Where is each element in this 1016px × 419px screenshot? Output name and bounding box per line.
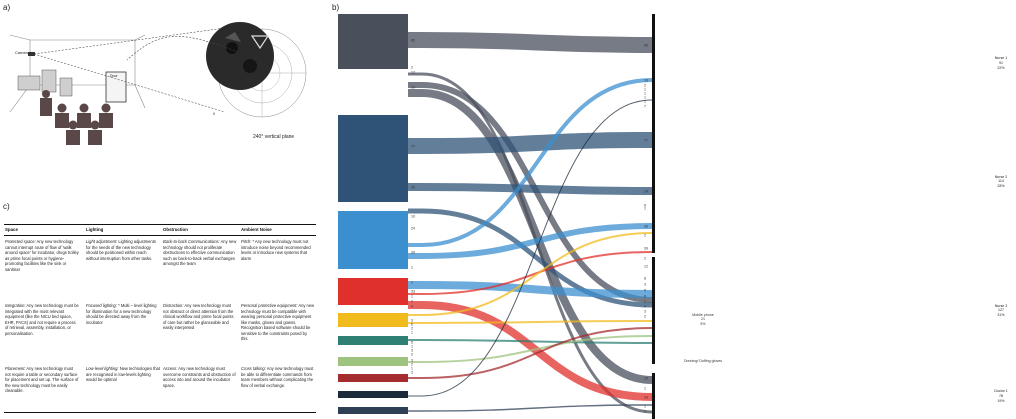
- left-flow-number: 1: [411, 366, 413, 371]
- left-node-label: Closed incubator 119 29%: [689, 34, 717, 48]
- table-cell: Cross talking: Any new technology must be able to differentiate commands from team members without complicating the flow of verbal exchange.: [241, 366, 314, 388]
- left-node-8: [338, 391, 408, 398]
- table-cell: Personal protective equipment: Any new technology must be compatible with wearing personal protective equipment like masks, gloves and gowns. Recognition based software should be sensitive to the constraints posed by this.: [241, 303, 315, 342]
- left-node-label: Infusion pumps/ Ventilators/ Drivers/ LVP 76 18%: [670, 232, 736, 247]
- right-flow-number: 77: [644, 138, 648, 143]
- right-flow-number: 3: [644, 282, 646, 287]
- left-flow-number: 24: [411, 226, 415, 231]
- left-flow-number: 4: [411, 304, 413, 309]
- right-flow-number: 85: [644, 43, 648, 48]
- right-node-label: Doctor 1 78 19%: [994, 389, 1008, 403]
- room-scene-illustration: [0, 0, 330, 210]
- left-node-9: [338, 407, 408, 414]
- staff-figures-illustration: [40, 90, 113, 145]
- left-flow-number: 33: [411, 289, 415, 294]
- left-flow-number: 39: [411, 185, 415, 190]
- right-flow-number: 7: [644, 104, 646, 109]
- panel-b: [330, 0, 1008, 419]
- right-flow-number: 1: [644, 91, 646, 96]
- sankey-flow-0: [408, 40, 652, 45]
- left-flow-number: 5: [411, 340, 413, 345]
- left-flow-number: 1: [411, 330, 413, 335]
- left-node-label: Donning/ Doffing gloves: [683, 359, 723, 364]
- right-flow-number: 1: [644, 206, 646, 211]
- right-flow-number: 3: [644, 309, 646, 314]
- left-flow-number: 1: [411, 265, 413, 270]
- left-node-3: [338, 278, 408, 305]
- left-flow-numbers: [411, 39, 415, 375]
- right-flow-number: 20: [644, 376, 648, 381]
- right-flow-number: 24: [644, 189, 648, 194]
- right-flow-number: 2: [644, 314, 646, 319]
- right-node-label: Nurse 2 114 28%: [994, 174, 1008, 189]
- camera-label: Camera: [15, 50, 30, 55]
- left-flow-number: 2: [411, 352, 413, 357]
- left-node-7: [338, 374, 408, 382]
- table-cell: Pitch: * Any new technology must not introduce noise beyond recommended levels or introduce new systems that alarm: [241, 239, 311, 261]
- right-node-3: [652, 373, 655, 419]
- door-label: Door: [110, 74, 118, 78]
- left-flow-number: 2: [411, 299, 413, 304]
- left-flow-number: 85: [411, 38, 415, 43]
- table-cell: Integration: Any new technology must be integrated with the most relevant equipment (like the NICU bed space, EHR, PACS) and not require a process of retrieval, assembly, installation, or personalisation.: [5, 303, 79, 336]
- angle-zero-label: 0: [213, 112, 215, 116]
- left-flow-number: 6: [411, 322, 413, 327]
- left-flow-number: 1: [411, 294, 413, 299]
- right-flow-number: 39: [644, 246, 648, 251]
- left-flow-number: 77: [411, 144, 415, 149]
- table-bottom-rule: [4, 412, 316, 413]
- right-flow-number: 8: [644, 276, 646, 281]
- sankey-flow-4: [408, 140, 652, 146]
- right-flow-number: 2: [644, 256, 646, 261]
- left-node-2: [338, 211, 408, 269]
- right-flow-number: 6: [644, 203, 646, 208]
- left-flow-number: 2: [411, 280, 413, 285]
- left-flow-number: 20: [411, 85, 415, 90]
- left-node-4: [338, 313, 408, 327]
- sankey-right-nodes: [652, 14, 655, 419]
- right-flow-number: 33: [644, 395, 648, 400]
- left-node-label: Ultrasound/ Transillumination 33 8%: [679, 284, 727, 298]
- right-flow-number: 1: [644, 409, 646, 414]
- table-cell: Focused lighting: * Multi – level lighting for illumination for a new technology should be directed away from the incubator: [86, 303, 157, 325]
- right-flow-number: 1: [644, 95, 646, 100]
- header-ambient-noise: Ambient Noise: [241, 227, 272, 232]
- right-flow-number: 1: [644, 299, 646, 304]
- left-flow-number: 3: [411, 370, 413, 375]
- left-flow-number: 2: [411, 362, 413, 367]
- header-obstruction: Obstruction: [163, 227, 188, 232]
- panel-a: [0, 0, 330, 210]
- left-flow-number: 39: [411, 250, 415, 255]
- table-cell: Light adjustment: Lighting adjustments for the needs of the new technology should be positioned within reach without interruption from other tasks.: [86, 239, 156, 261]
- header-lighting: Lighting: [86, 227, 104, 232]
- table-cell: Back-to-back Communications: Any new technology should not proliferate obstructions to effective communication such as back-to-back verbal exchanges amongst the team: [163, 239, 237, 267]
- right-flow-number: 12: [644, 264, 648, 269]
- table-cell: Distraction: Any new technology must not obstruct or direct attention from the clinical workflow and prime focal points of care but rather be glanceable and easily interpreted: [163, 303, 234, 331]
- right-flow-number: 1: [644, 99, 646, 104]
- right-node-2: [652, 257, 655, 364]
- right-node-label: Nurse 3 127 31%: [994, 303, 1008, 318]
- left-node-label: Table: [698, 392, 708, 397]
- left-node-0: [338, 14, 408, 69]
- right-node-label: Nurse 1 91 22%: [994, 56, 1008, 70]
- left-node-label: Mobile phone 21 5%: [692, 312, 714, 327]
- left-node-label: Monitor/ventilator: [689, 408, 717, 413]
- header-space: Space: [5, 227, 18, 232]
- table-top-rule: [4, 224, 316, 225]
- camera-sightlines: [34, 28, 225, 112]
- sankey-flows: [408, 40, 652, 412]
- panel-c-label: c): [3, 202, 10, 211]
- left-node-label: Sanitiser: [696, 375, 710, 380]
- left-node-label: Drugs trolley 116 28%: [692, 151, 714, 165]
- left-flow-number: 2: [411, 326, 413, 331]
- right-flow-number: 1: [644, 404, 646, 409]
- right-flow-number: 5: [644, 288, 646, 293]
- left-flow-number: 10: [411, 214, 415, 219]
- right-flow-number: 1: [644, 87, 646, 92]
- right-node-0: [652, 14, 655, 112]
- table-cell: Access: Any new technology must overcome constraints and obstruction of access into and around the incubator space.: [163, 366, 236, 388]
- table-cell: Protected space: Any new technology cannot interrupt route of flow of 'walk around space' for incubator, drugs trolley as prime focal points or hygiene-promoting facilities like the sink or sanitiser: [5, 239, 79, 272]
- sankey-left-nodes: [338, 14, 408, 414]
- left-flow-number: 3: [411, 348, 413, 353]
- sankey-flow-5: [408, 187, 652, 191]
- left-node-5: [338, 336, 408, 345]
- panel-b-label: b): [332, 3, 340, 12]
- left-node-6: [338, 357, 408, 366]
- right-flow-number: 10: [644, 78, 648, 83]
- right-flow-number: 4: [644, 304, 646, 309]
- right-node-1: [652, 110, 655, 253]
- left-flow-number: 1: [411, 344, 413, 349]
- left-node-label: Medication Tray: [690, 338, 716, 343]
- left-flow-number: 3: [411, 318, 413, 323]
- panel-c: [0, 200, 330, 419]
- plane-caption: 240° vertical plane: [253, 134, 295, 140]
- sankey-diagram: [330, 0, 685, 419]
- right-flow-number: 1: [644, 386, 646, 391]
- panel-a-label: a): [3, 3, 11, 12]
- right-flow-number: 6: [644, 294, 646, 299]
- left-flow-number: 3: [411, 358, 413, 363]
- table-header-rule: [4, 235, 316, 236]
- table-cell: Placement: Any new technology must not require a table or secondary surface for placement and set up. The surface of the new technology must be easily cleanable.: [5, 366, 79, 394]
- right-flow-number: 2: [644, 83, 646, 88]
- sankey-flow-18: [408, 405, 652, 411]
- sankey-flow-13: [408, 318, 652, 323]
- vertical-plane-diagram: [206, 22, 306, 117]
- right-flow-number: 39: [644, 224, 648, 229]
- left-flow-number: 2: [411, 65, 413, 70]
- left-flow-number: 12: [411, 70, 415, 75]
- left-node-1: [338, 115, 408, 202]
- right-flow-number: 2: [644, 233, 646, 238]
- table-cell: Low-level lighting: New technologies that are recognised in low-levels lighting would be optimal: [86, 366, 160, 383]
